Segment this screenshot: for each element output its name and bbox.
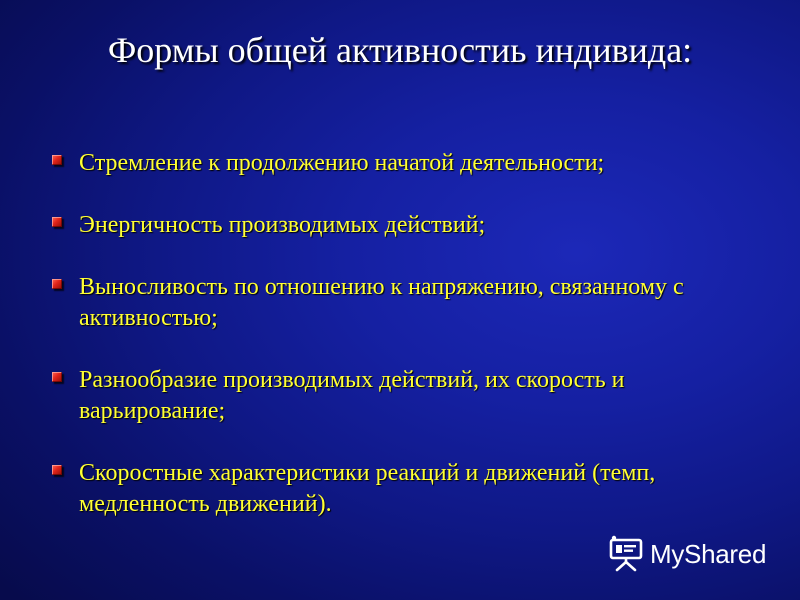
square-bullet-icon — [52, 372, 62, 382]
bullet-item — [50, 272, 770, 334]
bullet-item — [50, 148, 770, 179]
bullet-text: Скоростные характеристики реакций и движений (темп, медленность движений). — [79, 460, 656, 517]
square-bullet-icon — [52, 155, 62, 165]
bullet-text: Энергичность производимых действий; — [79, 212, 486, 238]
bullet-item — [50, 210, 770, 241]
bullet-text: Выносливость по отношению к напряжению, связанному с активностью; — [79, 274, 684, 331]
bullet-item — [50, 458, 770, 520]
watermark — [606, 534, 766, 574]
square-bullet-icon — [52, 217, 62, 227]
bullet-text: Стремление к продолжению начатой деятельности; — [79, 150, 605, 176]
bullet-list — [50, 148, 770, 551]
slide-title: Формы общей активностиь индивида: — [107, 30, 693, 70]
bullet-text: Разнообразие производимых действий, их скорость и варьирование; — [79, 367, 625, 424]
watermark-text: MyShared — [650, 539, 767, 569]
presentation-board-icon — [606, 534, 646, 574]
square-bullet-icon — [52, 279, 62, 289]
square-bullet-icon — [52, 465, 62, 475]
bullet-item — [50, 365, 770, 427]
